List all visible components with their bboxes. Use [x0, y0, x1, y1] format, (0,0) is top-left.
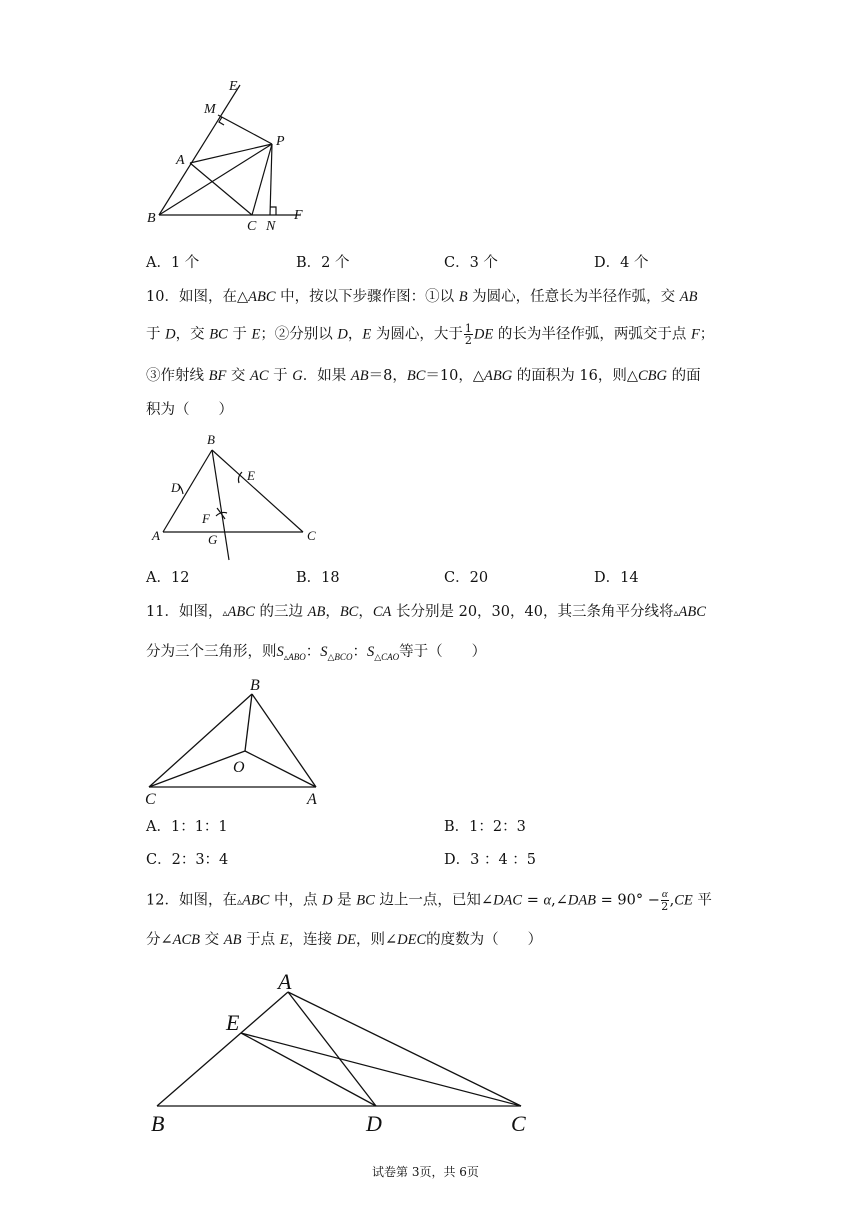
q11-line-1: 11．如图，▵ABC 的三边 AB，BC，CA 长分别是 20，30，40，其三条角平分线将▵ABC — [146, 604, 706, 620]
q9-label-F: F — [294, 208, 303, 223]
q11-label-O: O — [233, 759, 245, 776]
q10-label-B: B — [207, 432, 215, 447]
q10-option-c: C．20 — [444, 570, 489, 586]
q9-figure — [140, 75, 320, 235]
q11-option-c: C．2：3：4 — [146, 852, 229, 868]
q9-option-c: C．3 个 — [444, 255, 498, 271]
q9-label-A: A — [176, 153, 185, 168]
q10-label-E: E — [247, 468, 255, 483]
q12-label-C: C — [511, 1111, 526, 1136]
q12-label-A: A — [278, 969, 292, 994]
q10-fraction: $\frac{1}{2}$ — [464, 322, 472, 347]
q11-label-A: A — [307, 791, 317, 808]
q10-line-1: 10．如图，在△ABC 中，按以下步骤作图：①以 B 为圆心，任意长为半径作弧，交 AB — [146, 289, 698, 305]
q9-label-C: C — [247, 219, 257, 234]
q10-option-a: A．12 — [146, 570, 190, 586]
q11-label-C: C — [145, 791, 156, 808]
q9-label-M: M — [204, 102, 216, 117]
q11-option-d: D．3 ：4 ：5 — [444, 852, 537, 868]
q9-label-B: B — [147, 211, 156, 226]
q10-label-F: F — [202, 511, 210, 526]
q10-label-D: D — [171, 480, 181, 495]
q12-line-1: 12．如图，在▵ABC 中，点 D 是 BC 边上一点，已知∠DAC = α,∠DAB = 90° − $\frac{\alpha}{2}$ ,CE 平 — [146, 888, 712, 913]
q9-label-P: P — [276, 134, 285, 149]
q11-option-b: B．1：2：3 — [444, 819, 526, 835]
q10-option-d: D．14 — [594, 570, 639, 586]
q11-option-a: A．1：1：1 — [146, 819, 228, 835]
q10-label-A: A — [152, 528, 160, 543]
q12-label-D: D — [366, 1111, 382, 1136]
q9-option-d: D．4 个 — [594, 255, 649, 271]
q12-line-2: 分∠ACB 交 AB 于点 E，连接 DE，则∠DEC的度数为（ ） — [146, 932, 543, 948]
q10-label-C: C — [307, 528, 316, 543]
q10-line-3: ③作射线 BF 交 AC 于 G．如果 AB＝8，BC＝10，△ABG 的面积为 16，则△CBG 的面 — [146, 368, 701, 384]
q11-line-2: 分为三个三角形，则$S_{▵ABO}$：$S_{\triangle BCO}$：$S_{\triangle CAO}$等于（ ） — [146, 644, 487, 662]
q12-label-E: E — [226, 1010, 240, 1035]
q9-option-b: B．2 个 — [296, 255, 350, 271]
q10-figure — [145, 428, 335, 563]
q9-label-E: E — [229, 79, 238, 94]
q12-fraction: $\frac{\alpha}{2}$ — [661, 888, 669, 913]
q10-line-2: 于 D，交 BC 于 E；②分别以 D，E 为圆心，大于 $\frac{1}{2}$ DE 的长为半径作弧，两弧交于点 F； — [146, 322, 715, 347]
q9-label-N: N — [266, 219, 276, 234]
q10-option-b: B．18 — [296, 570, 340, 586]
q9-option-a: A．1 个 — [146, 255, 200, 271]
page-footer: 试卷第 3页，共 6页 — [372, 1165, 479, 1179]
q11-label-B: B — [250, 677, 260, 694]
q10-line-4: 积为（ ） — [146, 402, 233, 418]
q12-figure — [145, 965, 545, 1140]
q10-label-G: G — [208, 532, 218, 547]
q12-label-B: B — [151, 1111, 165, 1136]
q11-figure — [140, 672, 340, 812]
